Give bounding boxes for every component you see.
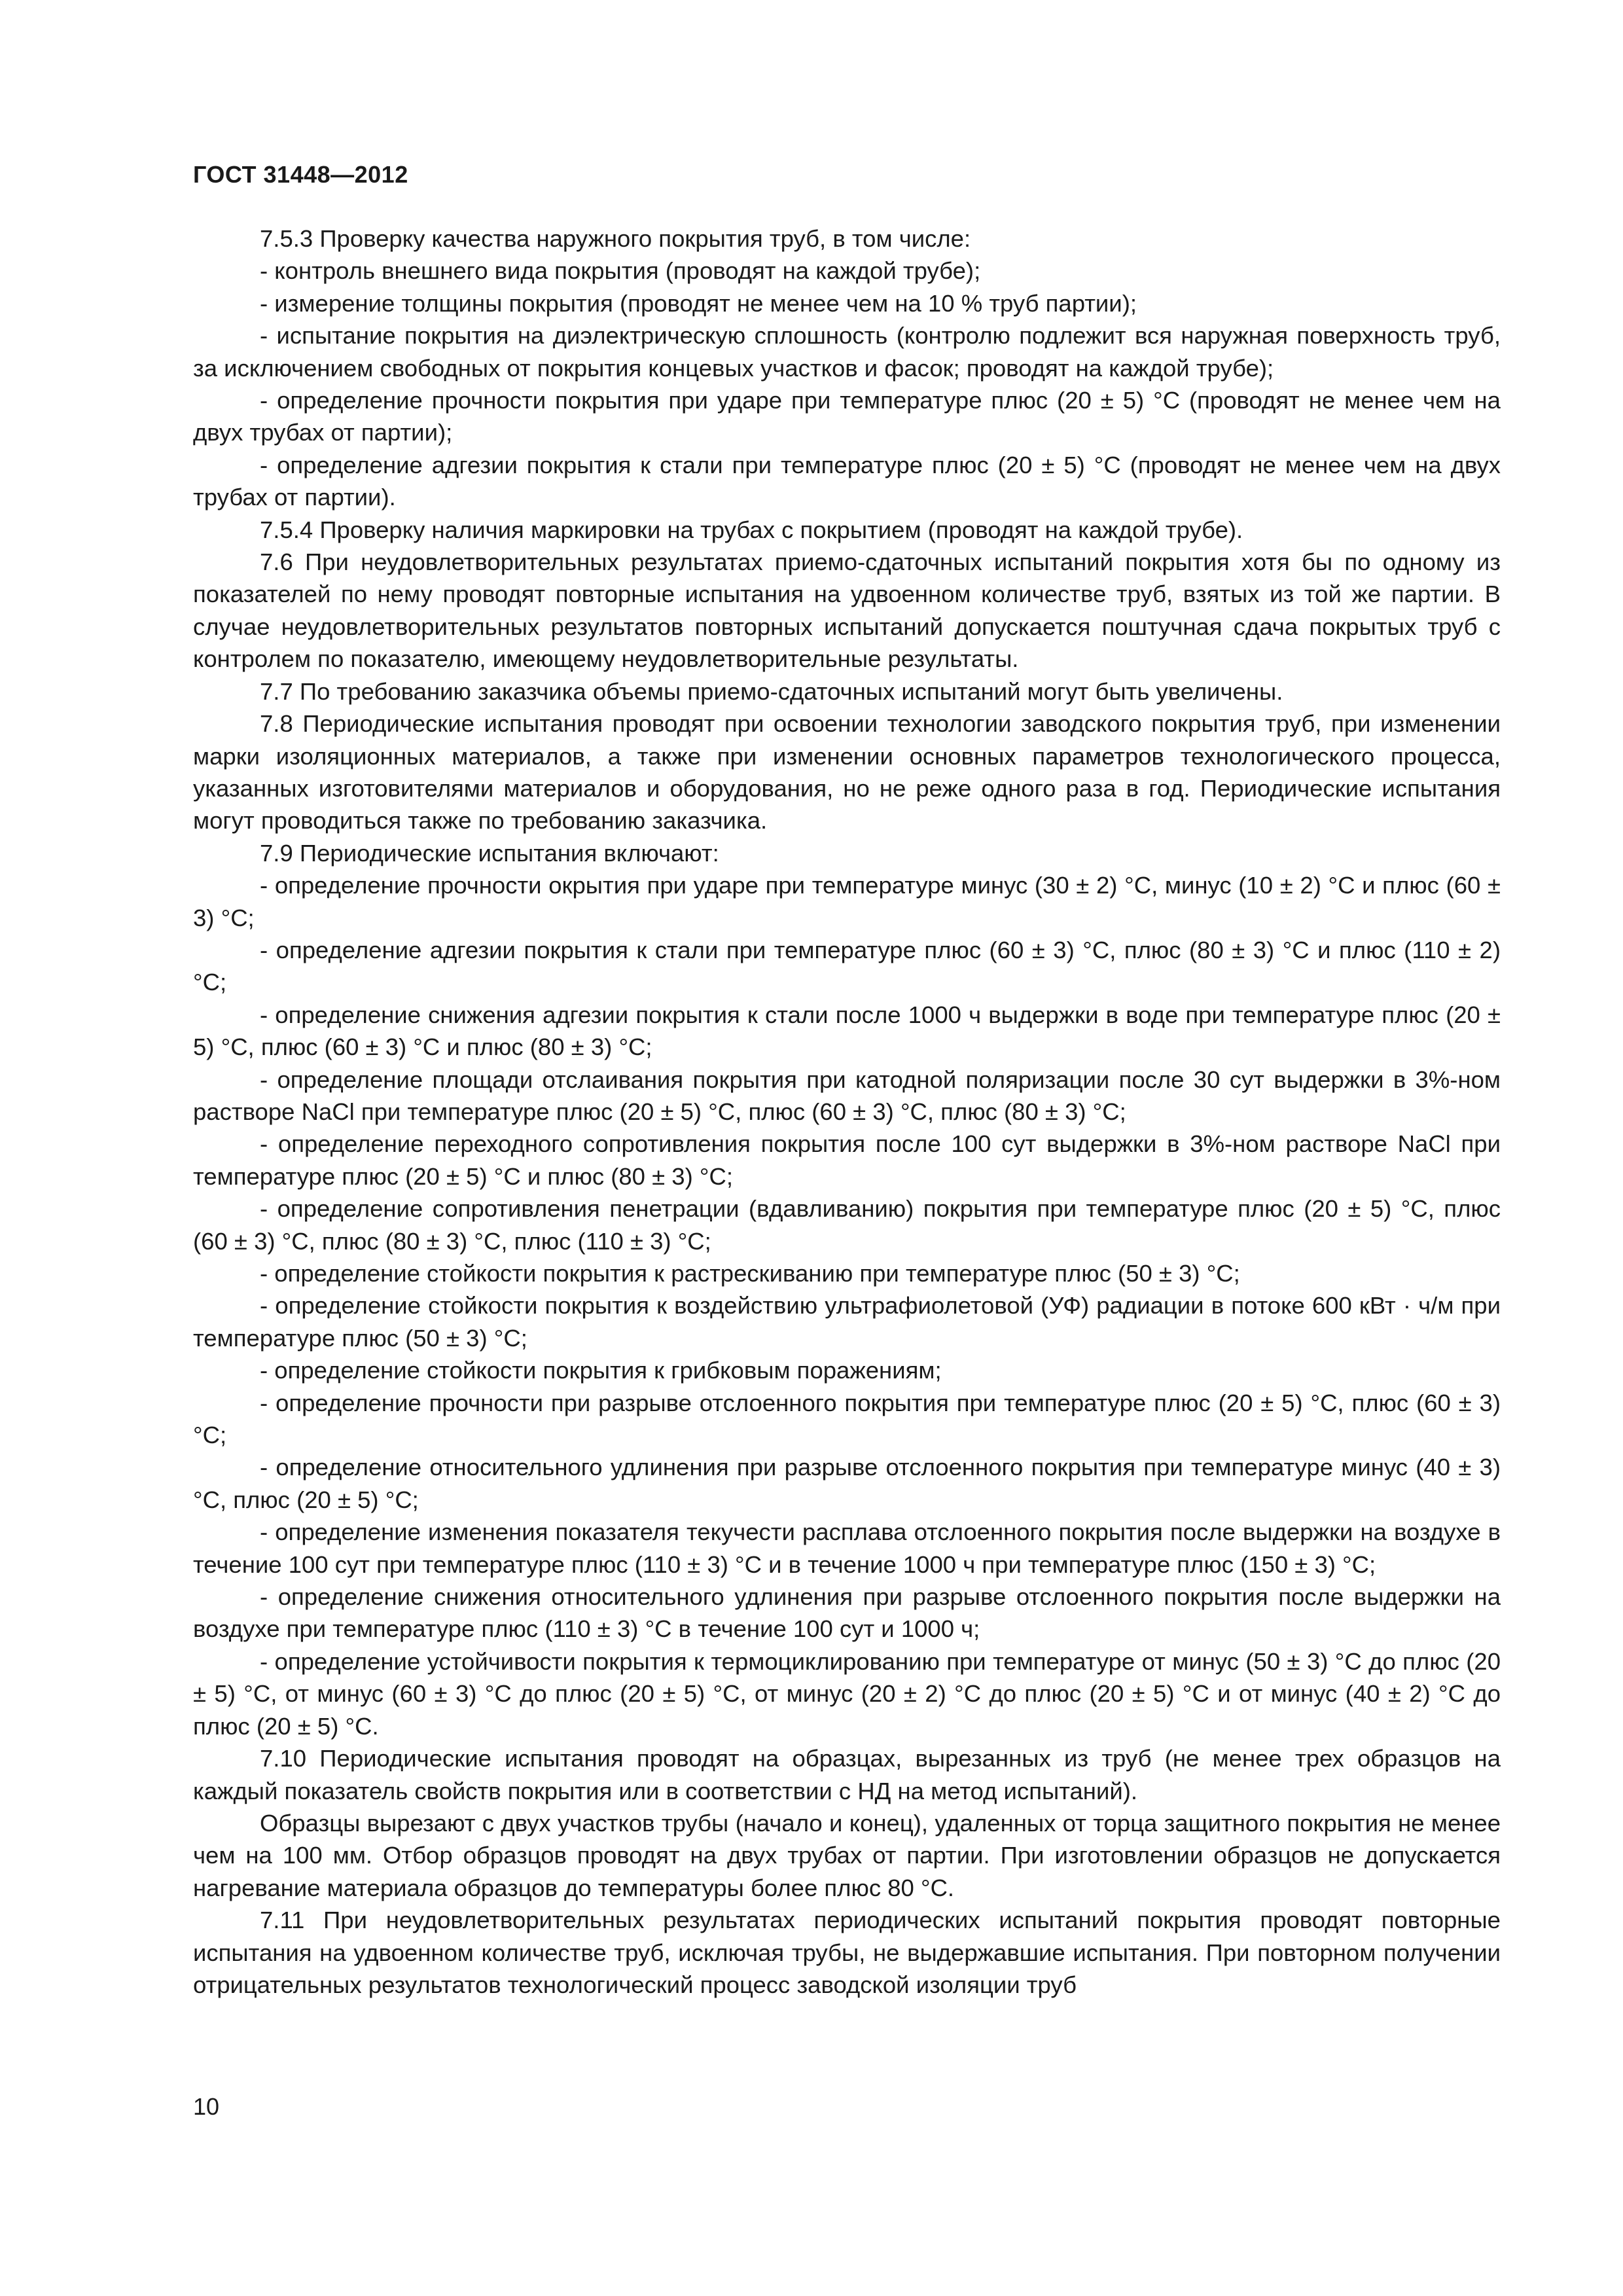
document-header: ГОСТ 31448—2012 xyxy=(193,161,408,188)
list-item: - определение стойкости покрытия к грибковым поражениям; xyxy=(260,1357,942,1384)
list-item: - измерение толщины покрытия (проводят не менее чем на 10 % труб партии); xyxy=(260,289,1137,317)
list-item: - определение адгезии покрытия к стали при температуре плюс (20 ± 5) °С (проводят не менее чем на двух трубах от партии). xyxy=(193,451,1501,511)
list-item: - определение относительного удлинения при разрыве отслоенного покрытия при температуре минус (40 ± 3) °С, плюс (20 ± 5) °С; xyxy=(193,1454,1501,1513)
list-item: - определение стойкости покрытия к растрескиванию при температуре плюс (50 ± 3) °С; xyxy=(260,1260,1240,1287)
list-item: - определение снижения относительного удлинения при разрыве отслоенного покрытия после выдержки на воздухе при температуре плюс (110 ± 3) °С в течение 100 сут и 1000 ч; xyxy=(193,1583,1501,1643)
paragraph-7-7: 7.7 По требованию заказчика объемы приемо-сдаточных испытаний могут быть увеличены. xyxy=(260,677,1283,705)
list-item: - определение прочности окрытия при ударе при температуре минус (30 ± 2) °С, минус (10 ± 2) °С и плюс (60 ± 3) °С; xyxy=(193,872,1501,931)
paragraph-7-8: 7.8 Периодические испытания проводят при освоении технологии заводского покрытия труб, при изменении марки изоляционных материалов, а также при изменении основных параметров технологического процесса, указанных изготовителями материалов и оборудования, но не реже одного раза в год. Периодические испытания могут проводиться также по требованию заказчика. xyxy=(193,710,1501,834)
paragraph-7-9: 7.9 Периодические испытания включают: xyxy=(260,839,719,867)
list-item: - определение устойчивости покрытия к термоциклированию при температуре от минус (50 ± 3) °С до плюс (20 ± 5) °С, от минус (60 ± 3) °С до плюс (20 ± 5) °С, от минус (20 ± 2) °С до плюс (20 ± 5) °С и от минус (40 ± 2) °С до плюс (20 ± 5) °С. xyxy=(193,1647,1501,1740)
list-item: - определение стойкости покрытия к воздействию ультрафиолетовой (УФ) радиации в потоке 600 кВт · ч/м при температуре плюс (50 ± 3) °С; xyxy=(193,1292,1501,1352)
list-item: - определение снижения адгезии покрытия к стали после 1000 ч выдержки в воде при температуре плюс (20 ± 5) °С, плюс (60 ± 3) °С и плюс (80 ± 3) °С; xyxy=(193,1001,1501,1061)
paragraph-7-10: 7.10 Периодические испытания проводят на образцах, вырезанных из труб (не менее трех образцов на каждый показатель свойств покрытия или в соответствии с НД на метод испытаний). xyxy=(193,1745,1501,1804)
list-item: - контроль внешнего вида покрытия (проводят на каждой трубе); xyxy=(260,257,981,285)
paragraph-samples: Образцы вырезают с двух участков трубы (начало и конец), удаленных от торца защитного покрытия не менее чем на 100 мм. Отбор образцов проводят на двух трубах от партии. При изготовлении образцов не допускается нагревание материала образцов до температуры более плюс 80 °С. xyxy=(193,1809,1501,1901)
page-number: 10 xyxy=(193,2093,220,2120)
list-item: - определение переходного сопротивления покрытия после 100 сут выдержки в 3%-ном растворе NaCl при температуре плюс (20 ± 5) °С и плюс (80 ± 3) °С; xyxy=(193,1130,1501,1190)
list-item: - определение площади отслаивания покрытия при катодной поляризации после 30 сут выдержки в 3%-ном растворе NaCl при температуре плюс (20 ± 5) °С, плюс (60 ± 3) °С, плюс (80 ± 3) °С; xyxy=(193,1066,1501,1125)
paragraph-7-11: 7.11 При неудовлетворительных результатах периодических испытаний покрытия проводят повторные испытания на удвоенном количестве труб, исключая трубы, не выдержавшие испытания. При повторном получении отрицательных результатов технологический процесс заводской изоляции труб xyxy=(193,1907,1501,1998)
list-item: - определение адгезии покрытия к стали при температуре плюс (60 ± 3) °С, плюс (80 ± 3) °С и плюс (110 ± 2) °С; xyxy=(193,936,1501,996)
paragraph-7-5-4: 7.5.4 Проверку наличия маркировки на трубах с покрытием (проводят на каждой трубе). xyxy=(260,516,1243,543)
document-body xyxy=(193,223,1501,2001)
list-item: - определение прочности покрытия при ударе при температуре плюс (20 ± 5) °С (проводят не менее чем на двух трубах от партии); xyxy=(193,387,1501,446)
paragraph-7-5-3: 7.5.3 Проверку качества наружного покрытия труб, в том числе: xyxy=(260,225,971,252)
paragraph-7-6: 7.6 При неудовлетворительных результатах приемо-сдаточных испытаний покрытия хотя бы по одному из показателей по нему проводят повторные испытания на удвоенном количестве труб, взятых из той же партии. В случае неудовлетворительных результатов повторных испытаний допускается поштучная сдача покрытых труб с контролем по показателю, имеющему неудовлетворительные результаты. xyxy=(193,548,1501,673)
list-item: - определение сопротивления пенетрации (вдавливанию) покрытия при температуре плюс (20 ± 5) °С, плюс (60 ± 3) °С, плюс (80 ± 3) °С, плюс (110 ± 3) °С; xyxy=(193,1195,1501,1255)
list-item: - испытание покрытия на диэлектрическую сплошность (контролю подлежит вся наружная поверхность труб, за исключением свободных от покрытия концевых участков и фасок; проводят на каждой трубе); xyxy=(193,322,1501,382)
list-item: - определение прочности при разрыве отслоенного покрытия при температуре плюс (20 ± 5) °С, плюс (60 ± 3) °С; xyxy=(193,1389,1501,1449)
list-item: - определение изменения показателя текучести расплава отслоенного покрытия после выдержки на воздухе в течение 100 сут при температуре плюс (110 ± 3) °С и в течение 1000 ч при температуре плюс (150 ± 3) °С; xyxy=(193,1518,1501,1578)
